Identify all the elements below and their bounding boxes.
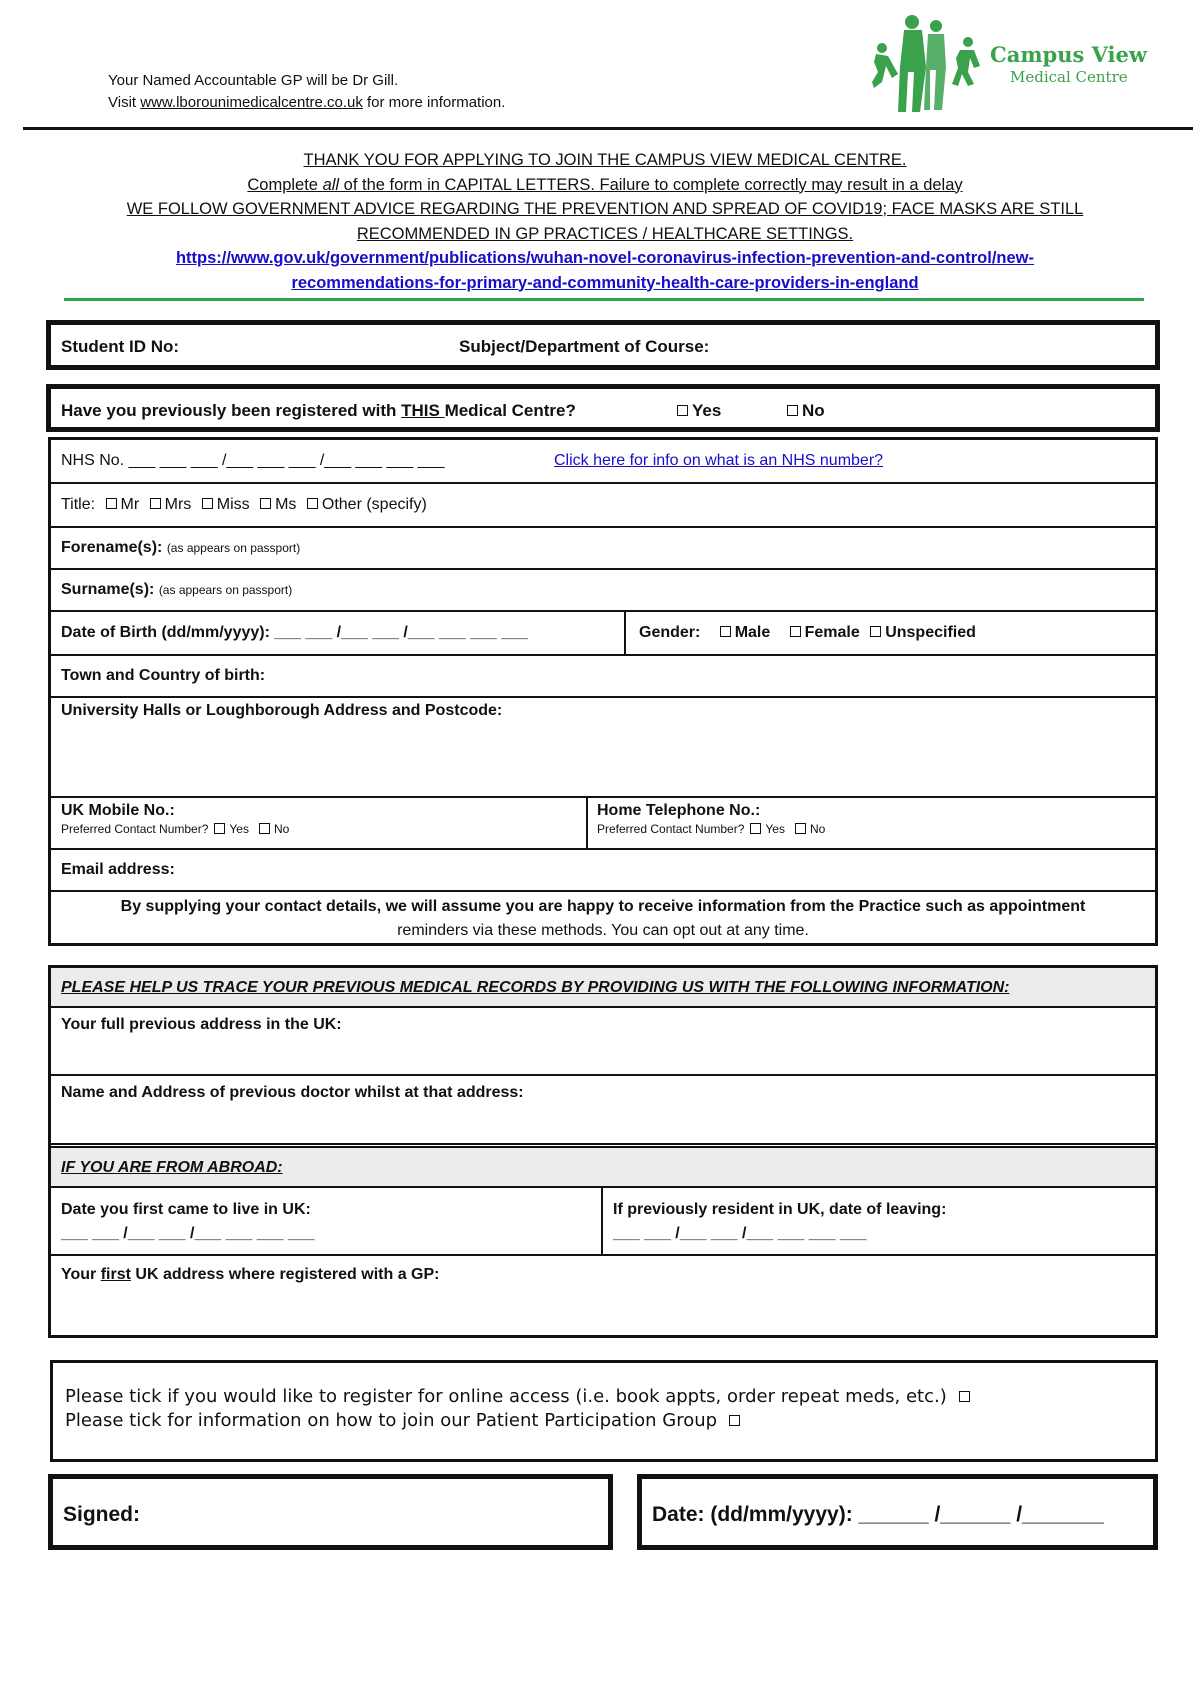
- previous-registration-question: Have you previously been registered with THIS Medical Centre?: [61, 401, 576, 420]
- nhs-number-row[interactable]: NHS No. ___ ___ ___ /___ ___ ___ /___ ___ ___ ___ Click here for info on what is an NHS number?: [51, 440, 1155, 484]
- gender-field: Gender: Male Female Unspecified: [639, 624, 976, 641]
- dob-field[interactable]: Date of Birth (dd/mm/yyyy): ___ ___ /___ ___ /___ ___ ___ ___: [61, 624, 528, 641]
- first-came-to-uk-field[interactable]: Date you first came to live in UK: ___ ___ /___ ___ /___ ___ ___ ___: [61, 1201, 315, 1242]
- nhs-number-info-link[interactable]: Click here for info on what is an NHS number?: [554, 452, 884, 469]
- home-preferred-yes[interactable]: [750, 823, 761, 834]
- signature-box[interactable]: Signed:: [48, 1474, 613, 1550]
- subject-field[interactable]: Subject/Department of Course:: [459, 337, 710, 356]
- date-of-leaving-uk-field[interactable]: If previously resident in UK, date of leaving: ___ ___ /___ ___ /___ ___ ___ ___: [613, 1201, 947, 1242]
- mobile-preferred-yes[interactable]: [214, 823, 225, 834]
- previous-records-heading: PLEASE HELP US TRACE YOUR PREVIOUS MEDICAL RECORDS BY PROVIDING US WITH THE FOLLOWING INFORMATION:: [51, 968, 1155, 1008]
- online-access-option[interactable]: Please tick if you would like to register for online access (i.e. book appts, order repeat meds, etc.): [65, 1385, 974, 1409]
- home-preferred-no[interactable]: [795, 823, 806, 834]
- personal-details-box: [48, 437, 1158, 946]
- title-ms-checkbox[interactable]: [260, 498, 271, 509]
- gender-female-checkbox[interactable]: [790, 626, 801, 637]
- checkbox-icon[interactable]: [787, 405, 798, 416]
- surname-row[interactable]: Surname(s): (as appears on passport): [51, 570, 1155, 612]
- dob-gender-row: [51, 612, 1155, 656]
- title-miss-checkbox[interactable]: [202, 498, 213, 509]
- previous-doctor-row[interactable]: Name and Address of previous doctor whilst at that address:: [51, 1076, 1155, 1148]
- title-row: Title: Mr Mrs Miss Ms Other (specify): [51, 484, 1155, 528]
- title-mr-checkbox[interactable]: [106, 498, 117, 509]
- logo-subtitle: Medical Centre: [1010, 68, 1128, 86]
- uk-dates-row: [51, 1188, 1155, 1256]
- covid-guidance-link[interactable]: https://www.gov.uk/government/publications/wuhan-novel-coronavirus-infection-prevention-and-control/new- recommendations-for-primary-and-community-health-care-providers-in-england: [175, 249, 1035, 292]
- title-other-checkbox[interactable]: [307, 498, 318, 509]
- previously-registered-yes[interactable]: Yes: [671, 401, 721, 421]
- intro-notice: THANK YOU FOR APPLYING TO JOIN THE CAMPUS VIEW MEDICAL CENTRE. Complete all of the form in CAPITAL LETTERS. Failure to complete correctly may result in a delay WE FOLLOW GOVERNMENT ADVICE REGARDING THE PREVENTION AND SPREAD OF COVID19; FACE MASKS ARE STILL RECOMMENDED IN GP PRACTICES / HEALTHCARE SETTINGS. https://www.gov.uk/government/publications/wuhan-novel-coronavirus-infection-prevention-and-control/new- recommendations-for-primary-and-community-health-care-providers-in-england: [60, 148, 1150, 295]
- header-divider: [23, 127, 1193, 130]
- gp-note: Your Named Accountable GP will be Dr Gill. Visit www.lborounimedicalcentre.co.uk for more information.: [108, 72, 506, 111]
- previous-registration-box: [46, 384, 1160, 432]
- mobile-field[interactable]: UK Mobile No.: Preferred Contact Number? Yes No: [61, 802, 290, 836]
- ppg-option[interactable]: Please tick for information on how to join our Patient Participation Group: [65, 1409, 974, 1433]
- gender-male-checkbox[interactable]: [720, 626, 731, 637]
- logo-title: Campus View: [990, 42, 1147, 67]
- mobile-preferred-no[interactable]: [259, 823, 270, 834]
- abroad-heading: IF YOU ARE FROM ABROAD:: [51, 1148, 1155, 1188]
- student-details-box: [46, 320, 1160, 370]
- athletes-logo-icon: [868, 12, 988, 117]
- intro-divider: [64, 298, 1144, 301]
- checkbox-icon[interactable]: [677, 405, 688, 416]
- forename-row[interactable]: Forename(s): (as appears on passport): [51, 528, 1155, 570]
- home-telephone-field[interactable]: Home Telephone No.: Preferred Contact Number? Yes No: [597, 802, 826, 836]
- date-signed-box[interactable]: Date: (dd/mm/yyyy): ______ /______ /_______: [637, 1474, 1158, 1550]
- town-country-row[interactable]: Town and Country of birth:: [51, 656, 1155, 698]
- practice-website-link[interactable]: www.lborounimedicalcentre.co.uk: [140, 94, 363, 111]
- email-row[interactable]: Email address:: [51, 850, 1155, 892]
- previous-records-box: [48, 965, 1158, 1338]
- contact-consent-notice: By supplying your contact details, we will assume you are happy to receive information from the Practice such as appointment reminders via these methods. You can opt out at any time.: [120, 898, 1086, 939]
- previous-address-row[interactable]: Your full previous address in the UK:: [51, 1008, 1155, 1076]
- campus-view-logo: [868, 12, 1168, 122]
- student-id-field[interactable]: Student ID No:: [61, 337, 180, 356]
- gender-unspecified-checkbox[interactable]: [870, 626, 881, 637]
- ppg-checkbox[interactable]: [729, 1415, 740, 1426]
- previously-registered-no[interactable]: No: [781, 401, 825, 421]
- first-gp-address-row[interactable]: Your first UK address where registered with a GP:: [61, 1266, 440, 1283]
- registration-options-box: [50, 1360, 1158, 1462]
- phone-row: [51, 798, 1155, 850]
- title-mrs-checkbox[interactable]: [150, 498, 161, 509]
- online-access-checkbox[interactable]: [959, 1391, 970, 1402]
- address-row[interactable]: University Halls or Loughborough Address and Postcode:: [51, 698, 1155, 798]
